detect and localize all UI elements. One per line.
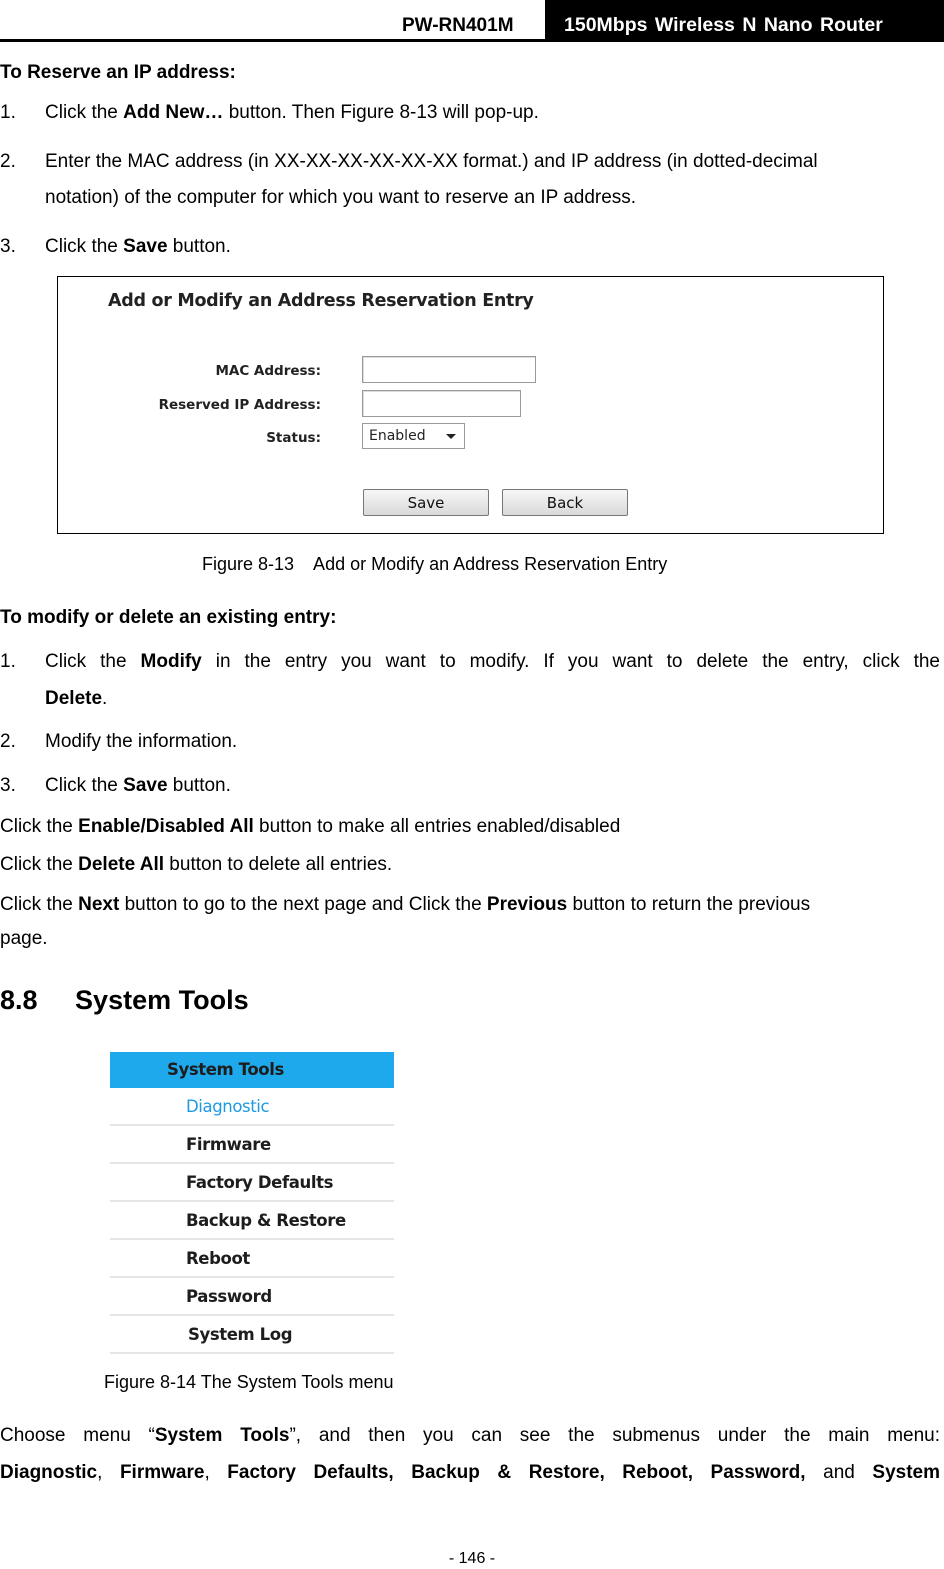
- model-name: PW-RN401M: [402, 15, 514, 36]
- step-text: [45, 236, 231, 258]
- menu-item-reboot[interactable]: Reboot: [110, 1240, 394, 1278]
- text: Choose menu “: [0, 1425, 155, 1446]
- save-button[interactable]: Save: [363, 489, 489, 516]
- bold-term: Save: [123, 236, 168, 257]
- bold-term: System Tools: [154, 1425, 290, 1446]
- step-text-line-1: Enter the MAC address (in XX-XX-XX-XX-XX-XX format.) and IP address (in dotted-decimal: [45, 151, 818, 172]
- modify-heading: To modify or delete an existing entry:: [0, 607, 337, 628]
- step-text: [45, 775, 231, 797]
- bold-term: Previous: [486, 894, 568, 915]
- next-previous-paragraph: [0, 894, 810, 916]
- text: button. Then Figure 8-13 will pop-up.: [223, 102, 539, 123]
- bold-term: Add New…: [123, 102, 224, 123]
- step-text: [45, 102, 539, 124]
- text: button to return the previous: [567, 894, 811, 915]
- text: ,: [204, 1462, 228, 1483]
- delete-all-paragraph: [0, 854, 392, 876]
- menu-item-password[interactable]: Password: [110, 1278, 394, 1316]
- chevron-down-icon: [446, 434, 456, 439]
- text: button.: [167, 236, 231, 257]
- reserved-ip-label: Reserved IP Address:: [158, 397, 321, 413]
- text: ,: [97, 1462, 120, 1483]
- text: Click the: [45, 775, 124, 796]
- bold-term: Enable/Disabled All: [78, 816, 254, 837]
- bold-term: Diagnostic: [0, 1462, 98, 1483]
- reserve-heading: To Reserve an IP address:: [0, 62, 236, 83]
- bold-term: Delete All: [78, 854, 165, 875]
- text: Click the: [0, 854, 79, 875]
- product-name: 150Mbps Wireless N Nano Router: [545, 0, 944, 40]
- menu-item-firmware[interactable]: Firmware: [110, 1126, 394, 1164]
- text: Click the: [0, 894, 79, 915]
- system-tools-menu: [110, 1052, 394, 1354]
- back-button[interactable]: Back: [502, 489, 628, 516]
- bold-term: Modify: [140, 651, 202, 672]
- text: Click the: [0, 816, 79, 837]
- choose-paragraph-line-2: [0, 1462, 940, 1484]
- menu-title[interactable]: System Tools: [110, 1052, 394, 1088]
- step-number: 1.: [0, 102, 16, 123]
- menu-item-system-log[interactable]: System Log: [110, 1316, 394, 1354]
- mac-address-input[interactable]: [362, 356, 536, 383]
- step-number: 3.: [0, 236, 16, 257]
- text: in the entry you want to modify. If you want to delete the entry, click the: [201, 651, 940, 672]
- text: button to delete all entries.: [164, 854, 393, 875]
- menu-item-backup-restore[interactable]: Backup & Restore: [110, 1202, 394, 1240]
- menu-item-diagnostic[interactable]: Diagnostic: [110, 1088, 394, 1126]
- text: Click the: [45, 102, 124, 123]
- bold-term: Next: [78, 894, 120, 915]
- text: and: [805, 1462, 873, 1483]
- step-text-line-1: [45, 651, 940, 673]
- text: button to make all entries enabled/disabled: [253, 816, 621, 837]
- status-selected-value: Enabled: [369, 428, 426, 444]
- reserved-ip-input[interactable]: [362, 390, 521, 417]
- enable-all-paragraph: [0, 816, 620, 838]
- form-title: Add or Modify an Address Reservation Entry: [108, 291, 534, 311]
- figure-14-caption: Figure 8-14 The System Tools menu: [104, 1372, 394, 1392]
- text: button.: [167, 775, 231, 796]
- status-select[interactable]: [362, 423, 465, 449]
- step-number: 2.: [0, 151, 16, 172]
- address-reservation-form: [57, 276, 884, 534]
- text: .: [102, 688, 108, 709]
- bold-term: System: [872, 1462, 940, 1483]
- menu-item-factory-defaults[interactable]: Factory Defaults: [110, 1164, 394, 1202]
- text: Click the: [45, 236, 124, 257]
- step-text-line-2: notation) of the computer for which you want to reserve an IP address.: [45, 187, 637, 208]
- text: Click the: [45, 651, 141, 672]
- text: ”, and then you can see the submenus under the main menu:: [289, 1425, 940, 1446]
- bold-term: Delete: [45, 688, 103, 709]
- step-text-line-2: [45, 688, 107, 710]
- next-previous-paragraph-line-2: page.: [0, 928, 48, 949]
- figure-13-caption: Figure 8-13 Add or Modify an Address Reservation Entry: [202, 554, 668, 574]
- text: button to go to the next page and Click the: [119, 894, 487, 915]
- step-number: 1.: [0, 651, 16, 672]
- page-number: - 146 -: [448, 1550, 496, 1567]
- step-number: 3.: [0, 775, 16, 796]
- bold-term: Firmware: [119, 1462, 205, 1483]
- step-text: Modify the information.: [45, 731, 238, 752]
- bold-term: Factory Defaults, Backup & Restore, Reboot, Password,: [227, 1462, 806, 1483]
- bold-term: Save: [123, 775, 168, 796]
- status-label: Status:: [266, 430, 321, 446]
- choose-paragraph-line-1: [0, 1425, 940, 1447]
- section-heading: 8.8 System Tools: [0, 985, 249, 1015]
- page-header: [0, 0, 944, 42]
- step-number: 2.: [0, 731, 16, 752]
- mac-address-label: MAC Address:: [215, 363, 321, 379]
